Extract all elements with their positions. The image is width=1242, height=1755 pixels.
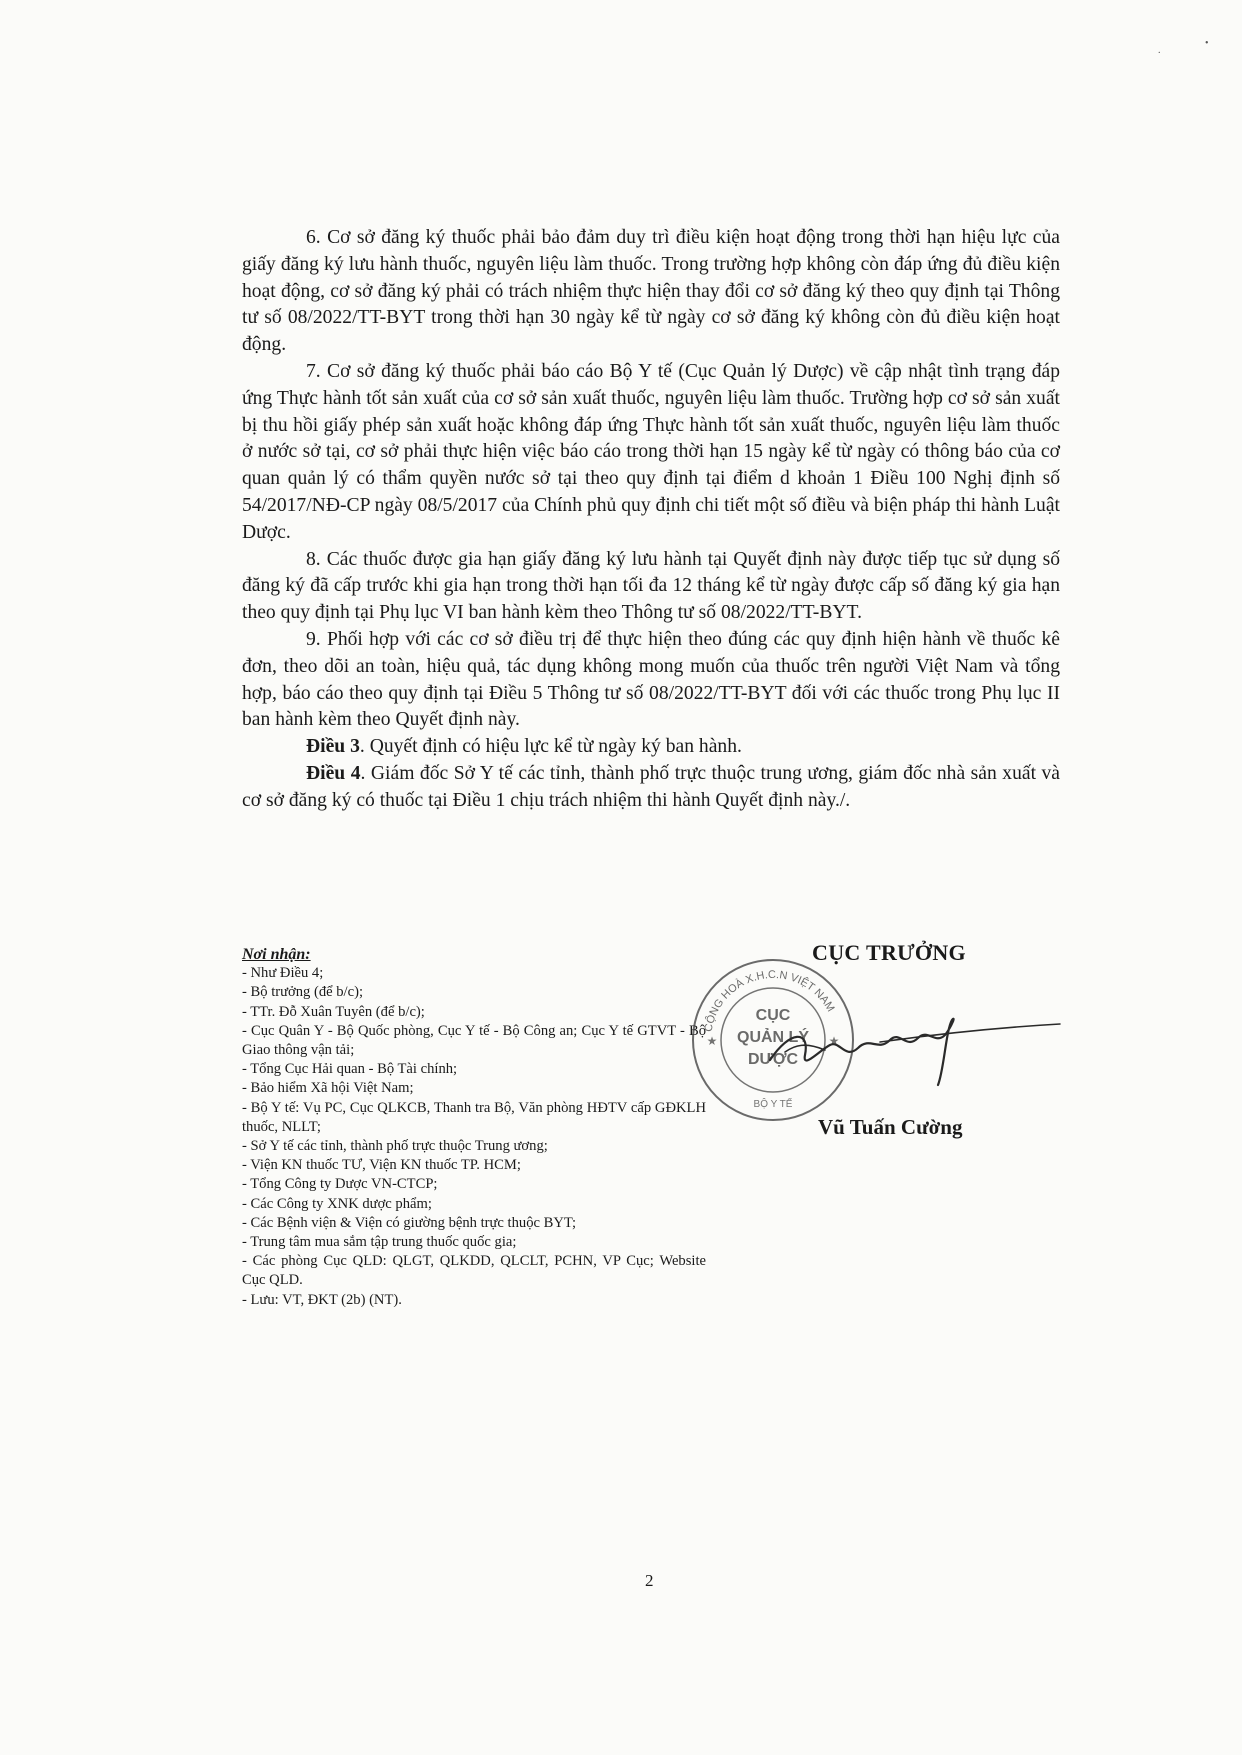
recipient-item: - Tổng Cục Hải quan - Bộ Tài chính; (242, 1061, 458, 1078)
recipient-item: - Trung tâm mua sắm tập trung thuốc quốc gia; (242, 1234, 517, 1251)
recipients-title: Nơi nhận: (242, 946, 311, 963)
stamp-center-line-3: DƯỢC (747, 1051, 799, 1068)
signer-name: Vũ Tuấn Cường (818, 1115, 963, 1139)
paragraph-9: 9. Phối hợp với các cơ sở điều trị để thực hiện theo đúng các quy định hiện hành về thuốc kê đơn, theo dõi an toàn, hiệu quả, tác dụng không mong muốn của thuốc trên người Việt Nam và tổng hợp, báo cáo theo quy định tại Điều 5 Thông tư số 08/2022/TT-BYT đối với các thuốc trong Phụ lục II ban hành kèm theo Quyết định này. (242, 628, 1060, 731)
paragraph-7: 7. Cơ sở đăng ký thuốc phải báo cáo Bộ Y tế (Cục Quản lý Dược) về cập nhật tình trạng đáp ứng Thực hành tốt sản xuất của cơ sở sản xuất thuốc, nguyên liệu làm thuốc. Trường hợp cơ sở sản xuất bị thu hồi giấy phép sản xuất hoặc không đáp ứng Thực hành tốt sản xuất thuốc, nguyên liệu làm thuốc ở nước sở tại, cơ sở phải thực hiện việc báo cáo trong thời hạn 15 ngày kể từ ngày có thông báo của cơ quan quản lý có thẩm quyền nước sở tại theo quy định tại điểm d khoản 1 Điều 100 Nghị định số 54/2017/NĐ-CP ngày 08/5/2017 của Chính phủ quy định chi tiết một số điều và biện pháp thi hành Luật Dược. (242, 360, 1060, 543)
stamp-bottom-text: BỘ Y TẾ (753, 1099, 793, 1110)
recipient-item: - Sở Y tế các tỉnh, thành phố trực thuộc Trung ương; (242, 1138, 548, 1155)
article-3 (242, 734, 1060, 761)
star-icon: ★ (828, 1034, 840, 1048)
article-4-label: Điều 4 (306, 762, 361, 784)
recipient-item: - Các phòng Cục QLD: QLGT, QLKDD, QLCLT, PCHN, VP Cục; Website Cục QLD. (242, 1253, 706, 1289)
handwritten-signature (730, 990, 1080, 1100)
recipient-item: - Bảo hiểm Xã hội Việt Nam; (242, 1080, 414, 1097)
recipient-item: - Bộ Y tế: Vụ PC, Cục QLKCB, Thanh tra Bộ, Văn phòng HĐTV cấp GĐKLH thuốc, NLLT; (242, 1099, 706, 1135)
star-icon: ★ (706, 1034, 718, 1048)
recipients-list (242, 964, 706, 1310)
recipient-item: - Các Công ty XNK dược phẩm; (242, 1195, 432, 1212)
recipient-item: - Tổng Công ty Dược VN-CTCP; (242, 1176, 438, 1193)
page-number: 2 (645, 1571, 654, 1590)
recipient-item: - Như Điều 4; (242, 965, 324, 982)
paragraph-6: 6. Cơ sở đăng ký thuốc phải bảo đảm duy trì điều kiện hoạt động trong thời hạn hiệu lực của giấy đăng ký lưu hành thuốc, nguyên liệu làm thuốc. Trong trường hợp không còn đáp ứng đủ điều kiện hoạt động, cơ sở đăng ký phải có trách nhiệm thực hiện thay đổi cơ sở đăng ký theo quy định tại Thông tư số 08/2022/TT-BYT trong thời hạn 30 ngày kể từ ngày cơ sở đăng ký không còn đủ điều kiện hoạt động. (242, 227, 1060, 356)
stamp-ring-text: CỘNG HOÀ X.H.C.N VIỆT NAM (702, 968, 837, 1033)
stamp-center-line-2: QUẢN LÝ (737, 1029, 809, 1046)
scan-speck: • (1205, 38, 1209, 49)
stamp-center-line-1: CỤC (755, 1007, 791, 1024)
recipient-item: - Cục Quân Y - Bộ Quốc phòng, Cục Y tế - Bộ Công an; Cục Y tế GTVT - Bộ Giao thông vận tải; (242, 1022, 706, 1059)
recipient-item: - Bộ trưởng (để b/c); (242, 984, 363, 1001)
article-4-text: . Giám đốc Sở Y tế các tỉnh, thành phố trực thuộc trung ương, giám đốc nhà sản xuất và cơ sở đăng ký có thuốc tại Điều 1 chịu trách nhiệm thi hành Quyết định này./. (242, 762, 1061, 811)
recipients-block (242, 945, 706, 1310)
recipient-item: - Các Bệnh viện & Viện có giường bệnh trực thuộc BYT; (242, 1214, 577, 1231)
article-3-text: . Quyết định có hiệu lực kể từ ngày ký ban hành. (359, 736, 742, 758)
article-4 (242, 761, 1060, 815)
scan-speck: . (1158, 45, 1161, 56)
body-text (242, 225, 1060, 815)
recipient-item: - Lưu: VT, ĐKT (2b) (NT). (242, 1291, 402, 1308)
article-3-label: Điều 3 (306, 736, 360, 758)
paragraph-8: 8. Các thuốc được gia hạn giấy đăng ký lưu hành tại Quyết định này được tiếp tục sử dụng số đăng ký đã cấp trước khi gia hạn trong thời hạn tối đa 12 tháng kể từ ngày được cấp số đăng ký gia hạn theo quy định tại Phụ lục VI ban hành kèm theo Thông tư số 08/2022/TT-BYT. (242, 548, 1060, 624)
recipient-item: - TTr. Đỗ Xuân Tuyên (để b/c); (242, 1003, 425, 1020)
recipient-item: - Viện KN thuốc TƯ, Viện KN thuốc TP. HCM; (242, 1157, 521, 1174)
signer-title: CỤC TRƯỞNG (812, 940, 966, 965)
